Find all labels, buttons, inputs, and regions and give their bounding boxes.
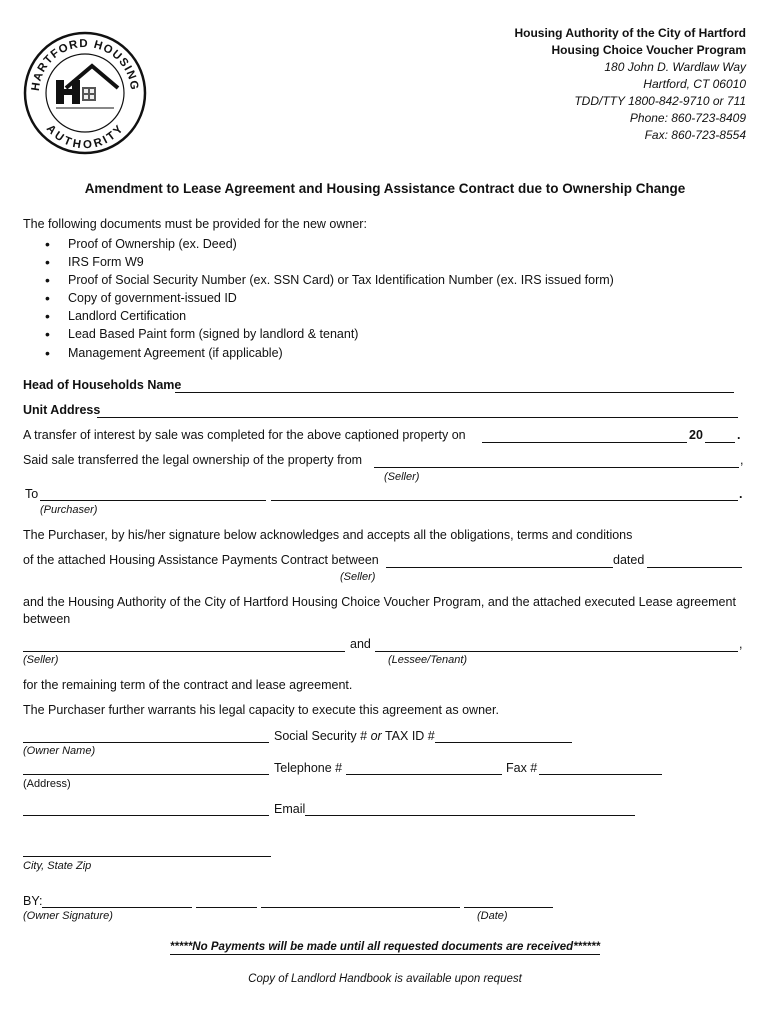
lease-seller-field[interactable] xyxy=(23,651,345,652)
warranty-text: The Purchaser further warrants his legal capacity to execute this agreement as owner. xyxy=(23,703,499,717)
tdd-number: TDD/TTY 1800-842-9710 or 711 xyxy=(574,94,746,108)
purchaser-address-field[interactable] xyxy=(271,500,738,501)
program-name: Housing Choice Voucher Program xyxy=(551,43,746,57)
lessee-tenant-field[interactable] xyxy=(375,651,738,652)
unit-address-label: Unit Address xyxy=(23,403,101,417)
hap-dated-field[interactable] xyxy=(647,567,742,568)
owner-signature-caption: (Owner Signature) xyxy=(23,910,113,922)
owner-address-line2-field[interactable] xyxy=(23,815,269,816)
by-label: BY: xyxy=(23,894,43,908)
head-of-household-label: Head of Households Name xyxy=(23,378,182,392)
seller-name-field[interactable] xyxy=(374,467,739,468)
email-label: Email xyxy=(274,802,306,816)
payment-notice: *****No Payments will be made until all requested documents are received****** xyxy=(169,941,601,953)
signature-field-3[interactable] xyxy=(261,907,460,908)
transfer-date-field[interactable] xyxy=(482,442,687,443)
list-item: • Copy of government-issued ID xyxy=(45,289,614,307)
comma: , xyxy=(739,637,743,651)
transfer-text: A transfer of interest by sale was completed for the above captioned property on xyxy=(23,428,466,442)
seller-caption: (Seller) xyxy=(384,471,420,483)
signature-field-2[interactable] xyxy=(196,907,257,908)
required-documents-list xyxy=(45,235,614,362)
svg-text:AUTHORITY xyxy=(44,123,126,152)
comma: , xyxy=(740,453,744,467)
address-caption: (Address) xyxy=(23,778,71,790)
owner-signature-field[interactable] xyxy=(42,907,192,908)
sentence-period: . xyxy=(737,428,741,442)
ssn-tax-id-field[interactable] xyxy=(435,742,572,743)
acknowledgement-text: The Purchaser, by his/her signature below acknowledges and accepts all the obligations, terms and conditions xyxy=(23,528,633,542)
unit-address-field[interactable] xyxy=(97,417,738,418)
document-title: Amendment to Lease Agreement and Housing Assistance Contract due to Ownership Change xyxy=(84,181,686,196)
hartford-housing-logo xyxy=(22,30,148,156)
sentence-period: . xyxy=(739,487,743,501)
list-item: • Management Agreement (if applicable) xyxy=(45,344,614,362)
hap-seller-field[interactable] xyxy=(386,567,613,568)
signature-date-field[interactable] xyxy=(464,907,553,908)
hap-contract-text: of the attached Housing Assistance Payments Contract between xyxy=(23,553,379,567)
city-state-zip-caption: City, State Zip xyxy=(23,860,92,872)
logo-top-text: HARTFORD HOUSING xyxy=(29,37,141,92)
phone-number: Phone: 860-723-8409 xyxy=(629,111,746,125)
city-address: Hartford, CT 06010 xyxy=(643,77,746,91)
to-label: To xyxy=(25,487,39,501)
agency-name: Housing Authority of the City of Hartford xyxy=(514,26,746,40)
seller-caption: (Seller) xyxy=(23,654,59,666)
fax-label: Fax # xyxy=(506,761,538,775)
purchaser-caption: (Purchaser) xyxy=(40,504,98,516)
dated-label: dated xyxy=(613,553,645,567)
sale-text: Said sale transferred the legal ownership of the property from xyxy=(23,453,363,467)
between-text: between xyxy=(23,612,71,626)
list-item: • Proof of Social Security Number (ex. SSN Card) or Tax Identification Number (ex. IRS issued form) xyxy=(45,271,614,289)
list-item: • Proof of Ownership (ex. Deed) xyxy=(45,235,614,253)
documents-intro: The following documents must be provided for the new owner: xyxy=(23,217,367,231)
transfer-year-field[interactable] xyxy=(705,442,735,443)
lessee-caption: (Lessee/Tenant) xyxy=(388,654,468,666)
purchaser-name-field[interactable] xyxy=(40,500,266,501)
ssn-label: Social Security # or TAX ID # xyxy=(274,729,435,743)
email-field[interactable] xyxy=(305,815,635,816)
year-prefix: 20 xyxy=(689,428,703,442)
list-item: • Landlord Certification xyxy=(45,307,614,325)
head-of-household-field[interactable] xyxy=(175,392,734,393)
remaining-term-text: for the remaining term of the contract and lease agreement. xyxy=(23,678,353,692)
and-label: and xyxy=(350,637,371,651)
telephone-field[interactable] xyxy=(346,774,502,775)
fax-field[interactable] xyxy=(539,774,662,775)
list-item: • Lead Based Paint form (signed by landlord & tenant) xyxy=(45,325,614,343)
handbook-note: Copy of Landlord Handbook is available upon request xyxy=(248,973,522,985)
seller-caption: (Seller) xyxy=(340,571,376,583)
street-address: 180 John D. Wardlaw Way xyxy=(604,60,746,74)
owner-address-field[interactable] xyxy=(23,774,269,775)
fax-number: Fax: 860-723-8554 xyxy=(644,128,746,142)
logo-bottom-text: AUTHORITY xyxy=(43,122,127,152)
owner-name-caption: (Owner Name) xyxy=(23,745,96,757)
authority-text: and the Housing Authority of the City of Hartford Housing Choice Voucher Program, and the attached executed Lease agreement xyxy=(23,595,736,609)
owner-name-field[interactable] xyxy=(23,742,269,743)
telephone-label: Telephone # xyxy=(274,761,343,775)
house-logo-icon xyxy=(22,30,148,156)
agency-header xyxy=(514,25,746,144)
city-state-zip-field[interactable] xyxy=(23,856,271,857)
date-caption: (Date) xyxy=(477,910,508,922)
list-item: • IRS Form W9 xyxy=(45,253,614,271)
